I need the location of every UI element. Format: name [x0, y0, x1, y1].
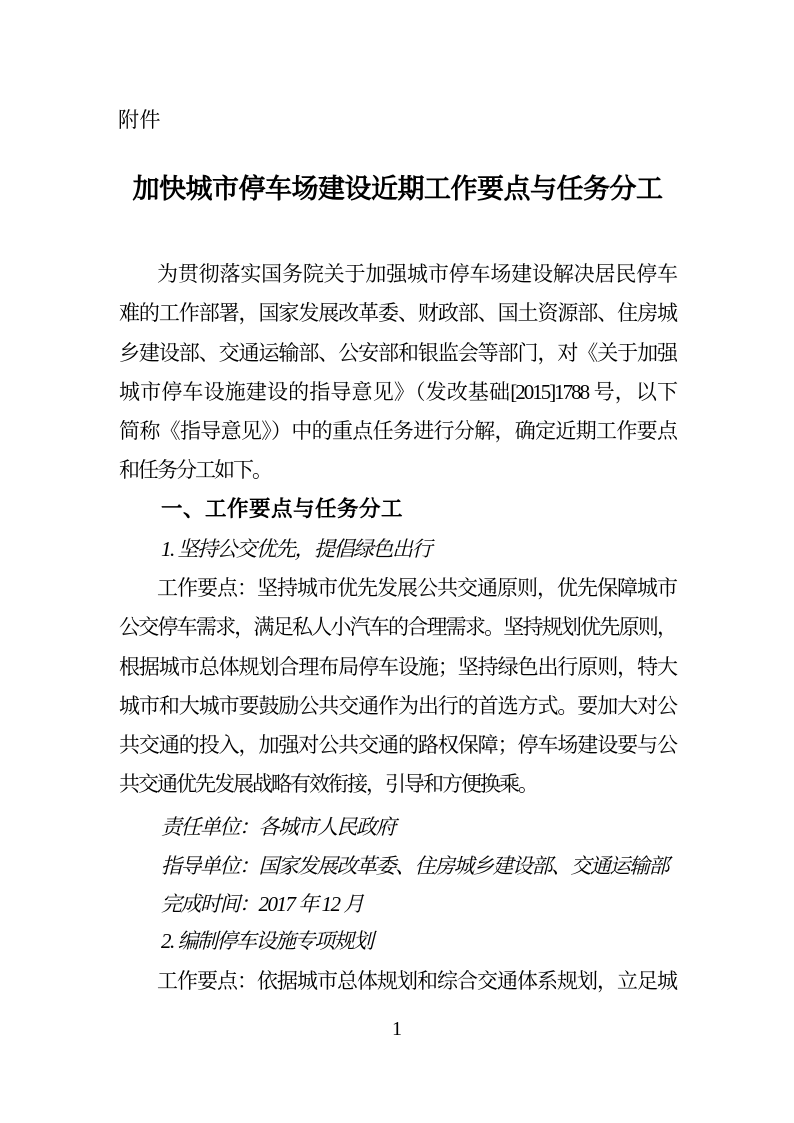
- intro-paragraph: [119, 255, 676, 491]
- page-number: 1: [392, 1018, 402, 1040]
- section-heading: 一、工作要点与任务分工: [161, 497, 404, 521]
- paragraph-line: 简称《指导意见》）中的重点任务进行分解，确定近期工作要点: [119, 419, 676, 444]
- paragraph-line: 工作要点：坚持城市优先发展公共交通原则，优先保障城市: [157, 576, 676, 600]
- paragraph-line: 为贯彻落实国务院关于加强城市停车场建设解决居民停车: [157, 262, 676, 286]
- item-2-heading: 2. 编制停车设施专项规划: [161, 929, 373, 953]
- paragraph-line: 共交通的投入，加强对公共交通的路权保障；停车场建设要与公: [119, 733, 676, 758]
- paragraph-line: 工作要点：依据城市总体规划和综合交通体系规划，立足城: [157, 969, 676, 993]
- item-1-body: [119, 569, 676, 805]
- document-title: 加快城市停车场建设近期工作要点与任务分工: [132, 174, 663, 204]
- paragraph-line: 根据城市总体规划合理布局停车设施；坚持绿色出行原则，特大: [119, 654, 676, 679]
- responsible-unit-line: 责任单位：各城市人民政府: [161, 815, 395, 839]
- paragraph-line: 和任务分工如下。: [119, 458, 271, 483]
- guidance-unit-line: 指导单位：国家发展改革委、住房城乡建设部、交通运输部: [161, 854, 668, 878]
- paragraph-line: 城市和大城市要鼓励公共交通作为出行的首选方式。要加大对公: [119, 693, 676, 718]
- paragraph-line: 乡建设部、交通运输部、公安部和银监会等部门，对《关于加强: [119, 340, 676, 365]
- item-1-heading: 1. 坚持公交优先，提倡绿色出行: [161, 537, 431, 561]
- paragraph-line: 城市停车设施建设的指导意见》（发改基础[2015]1788 号，以下: [119, 379, 676, 404]
- attachment-label: 附件: [118, 109, 161, 132]
- paragraph-line: 难的工作部署，国家发展改革委、财政部、国土资源部、住房城: [119, 301, 676, 326]
- item-2-body: [119, 962, 676, 1001]
- paragraph-line: 公交停车需求，满足私人小汽车的合理需求。坚持规划优先原则，: [119, 615, 676, 640]
- deadline-line: 完成时间：2017 年 12 月: [161, 892, 363, 916]
- paragraph-line: 共交通优先发展战略有效衔接，引导和方便换乘。: [119, 772, 537, 797]
